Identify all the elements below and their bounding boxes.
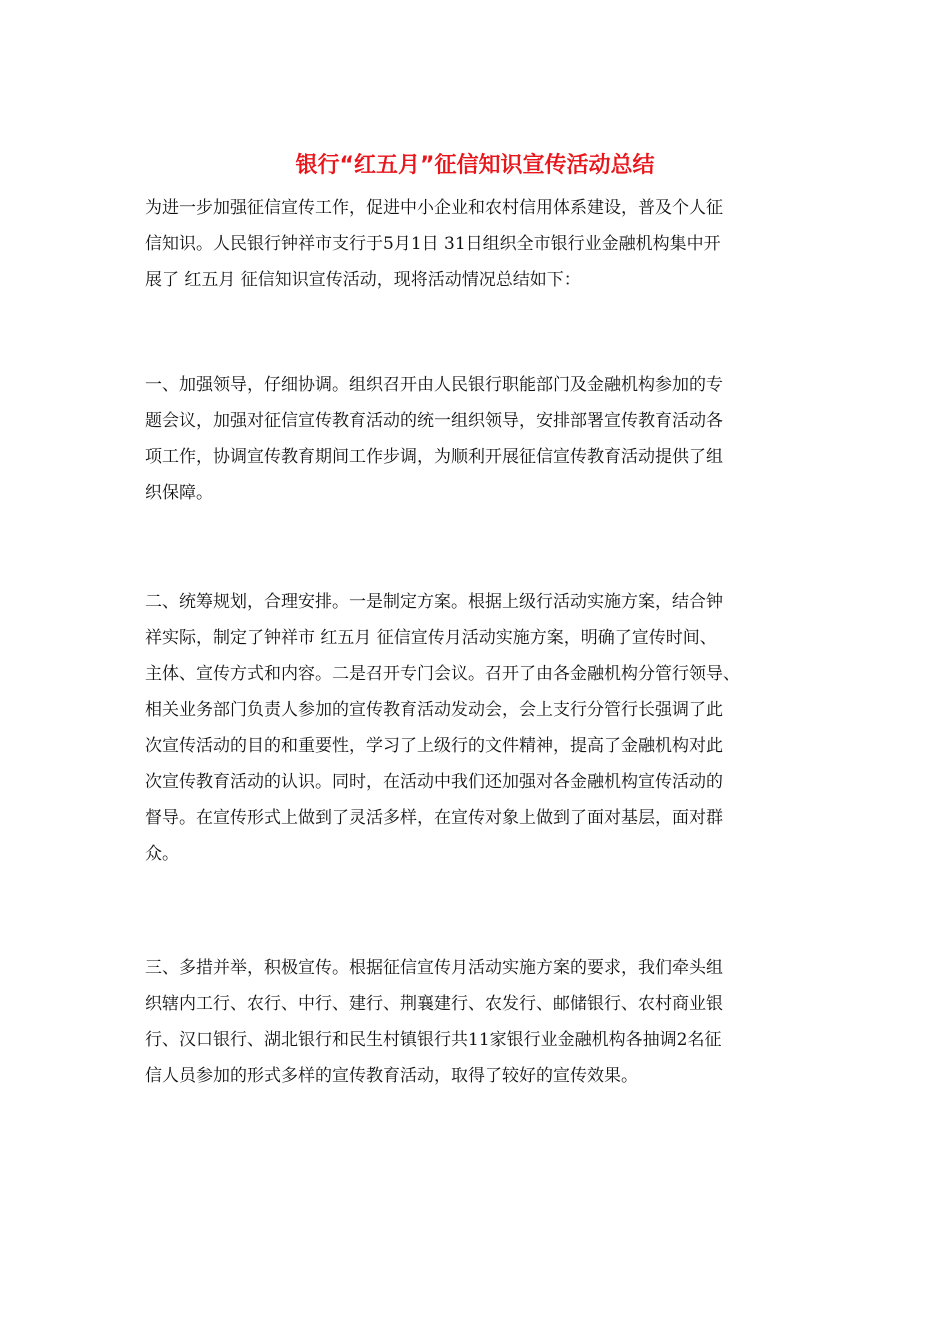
paragraph-line: 信人员参加的形式多样的宣传教育活动，取得了较好的宣传效果。 <box>145 1066 638 1086</box>
section-2-paragraph <box>145 584 815 872</box>
paragraph-line: 主体、宣传方式和内容。二是召开专门会议。召开了由各金融机构分管行领导、 <box>145 664 740 684</box>
paragraph-line: 信知识。人民银行钟祥市支行于5月1日 31日组织全市银行业金融机构集中开 <box>145 234 721 254</box>
paragraph-line: 三、多措并举，积极宣传。根据征信宣传月活动实施方案的要求，我们牵头组 <box>145 958 723 978</box>
paragraph-line: 项工作，协调宣传教育期间工作步调，为顺利开展征信宣传教育活动提供了组 <box>145 447 723 467</box>
paragraph-line: 题会议，加强对征信宣传教育活动的统一组织领导，安排部署宣传教育活动各 <box>145 411 723 431</box>
paragraph-line: 一、加强领导，仔细协调。组织召开由人民银行职能部门及金融机构参加的专 <box>145 375 723 395</box>
paragraph-line: 相关业务部门负责人参加的宣传教育活动发动会，会上支行分管行长强调了此 <box>145 700 723 720</box>
paragraph-line: 展了 红五月 征信知识宣传活动，现将活动情况总结如下： <box>145 270 581 290</box>
section-1-paragraph <box>145 367 815 511</box>
document-title: 银行“红五月”征信知识宣传活动总结 <box>295 153 655 178</box>
paragraph-line: 织辖内工行、农行、中行、建行、荆襄建行、农发行、邮储银行、农村商业银 <box>145 994 723 1014</box>
paragraph-line: 祥实际，制定了钟祥市 红五月 征信宣传月活动实施方案，明确了宣传时间、 <box>145 628 717 648</box>
paragraph-line: 次宣传教育活动的认识。同时，在活动中我们还加强对各金融机构宣传活动的 <box>145 772 723 792</box>
paragraph-line: 为进一步加强征信宣传工作，促进中小企业和农村信用体系建设，普及个人征 <box>145 198 723 218</box>
paragraph-line: 次宣传活动的目的和重要性，学习了上级行的文件精神，提高了金融机构对此 <box>145 736 723 756</box>
paragraph-line: 二、统筹规划，合理安排。一是制定方案。根据上级行活动实施方案，结合钟 <box>145 592 723 612</box>
paragraph-line: 行、汉口银行、湖北银行和民生村镇银行共11家银行业金融机构各抽调2名征 <box>145 1030 722 1050</box>
paragraph-line: 织保障。 <box>145 483 213 503</box>
paragraph-line: 众。 <box>145 844 179 864</box>
paragraph-line: 督导。在宣传形式上做到了灵活多样，在宣传对象上做到了面对基层，面对群 <box>145 808 723 828</box>
section-3-paragraph <box>145 950 815 1094</box>
intro-paragraph <box>145 190 815 298</box>
